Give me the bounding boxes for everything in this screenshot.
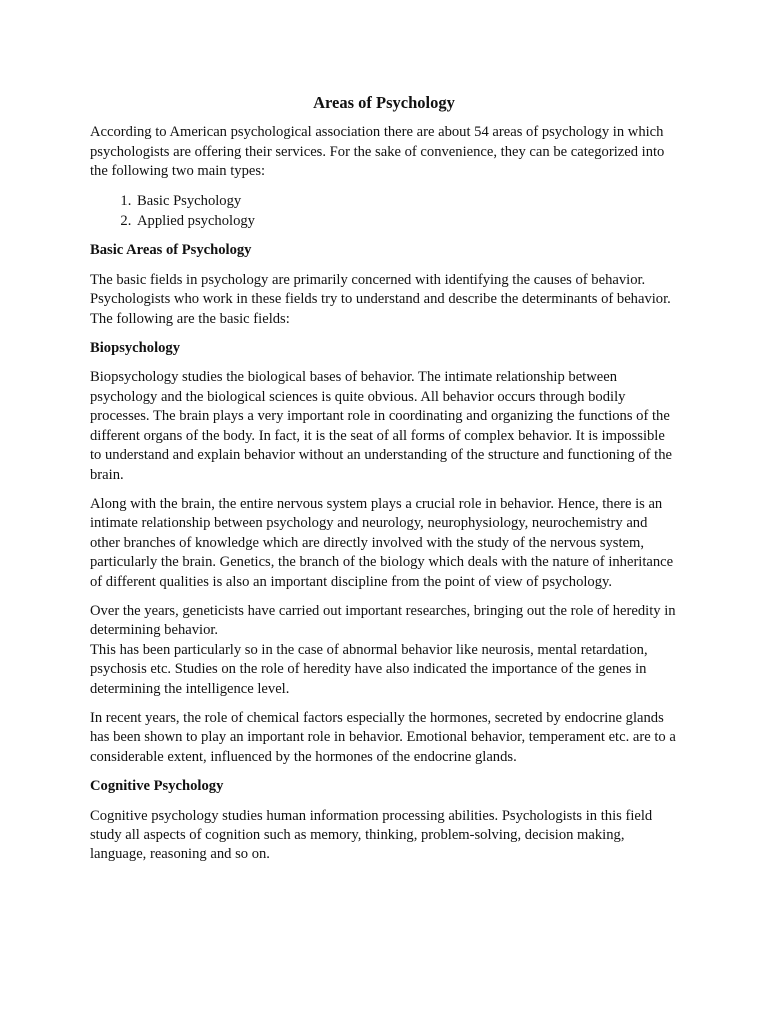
section-heading-basic-areas: Basic Areas of Psychology [90,242,252,259]
paragraph: Cognitive psychology studies human information processing abilities. Psychologists in this field study all aspects of cognition such as memory, thinking, problem-solving, decision making, language, reasoning and so on. [90,807,653,863]
section-heading-cognitive-psychology: Cognitive Psychology [90,778,224,795]
section-heading-biopsychology: Biopsychology [90,340,181,357]
document-page [90,93,678,875]
paragraph: The basic fields in psychology are primarily concerned with identifying the causes of behavior. Psychologists who work in these fields try to understand and describe the determinants of behavior. The following are the basic fields: [90,271,671,327]
paragraph: Biopsychology studies the biological bases of behavior. The intimate relationship between psychology and the biological sciences is quite obvious. All behavior occurs through bodily processes. The brain plays a very important role in coordinating and organizing the functions of the different organs of the body. In fact, it is the seat of all forms of complex behavior. It is impossible to understand and explain behavior without an understanding of the structure and functioning of the brain. [90,369,672,483]
document-title: Areas of Psychology [313,93,455,112]
paragraph: Along with the brain, the entire nervous system plays a crucial role in behavior. Hence, there is an intimate relationship between psychology and neurology, neurophysiology, neurochemistry and other branches of knowledge which are directly involved with the study of the nervous system, particularly the brain. Genetics, the branch of the biology which deals with the nature of inheritance of different qualities is also an important discipline from the point of view of psychology. [90,495,674,590]
paragraph: In recent years, the role of chemical factors especially the hormones, secreted by endocrine glands has been shown to play an important role in behavior. Emotional behavior, temperament etc. are to a considerable extent, influenced by the hormones of the endocrine glands. [90,709,676,765]
types-list [90,192,678,232]
list-item: 2. Applied psychology [135,212,678,231]
list-item: 1. Basic Psychology [135,192,678,211]
intro-paragraph: According to American psychological association there are about 54 areas of psychology in which psychologists are offering their services. For the sake of convenience, they can be categorized into the following two main types: [90,124,665,180]
paragraph: Over the years, geneticists have carried out important researches, bringing out the role of heredity in determining behavior. This has been particularly so in the case of abnormal behavior like neurosis, mental retardation, psychosis etc. Studies on the role of heredity have also indicated the importance of the genes in determining the intelligence level. [90,602,676,697]
